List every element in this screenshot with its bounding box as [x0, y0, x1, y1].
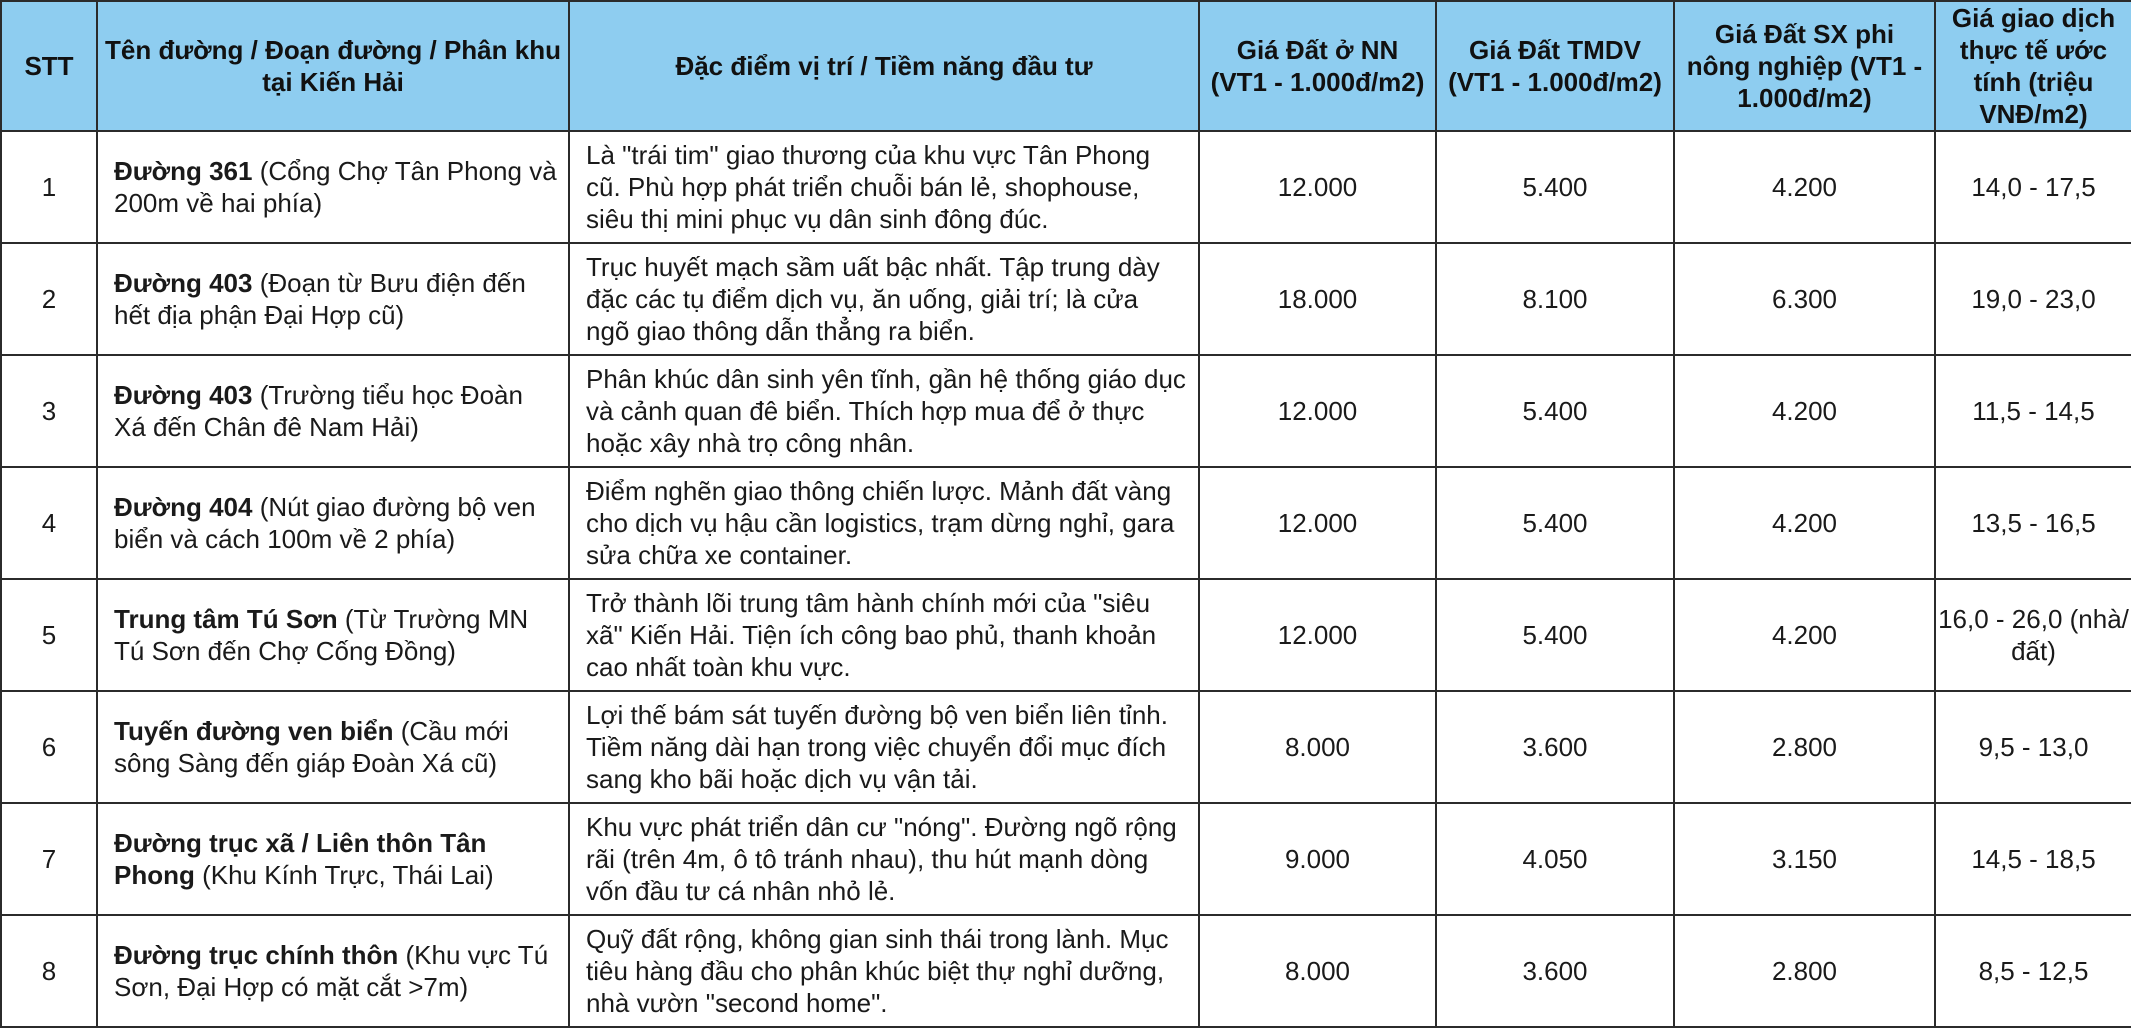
table-row	[1, 691, 2131, 803]
cell-stt: 2	[1, 243, 97, 355]
cell-description: Điểm nghẽn giao thông chiến lược. Mảnh đất vàng cho dịch vụ hậu cần logistics, trạm dừng nghỉ, gara sửa chữa xe container.	[569, 467, 1199, 579]
road-name-bold: Tuyến đường ven biển	[114, 716, 394, 746]
table-header	[1, 1, 2131, 131]
cell-stt: 5	[1, 579, 97, 691]
road-name-detail: (Đoạn từ Bưu điện đến hết địa phận Đại Hợp cũ)	[114, 268, 526, 330]
cell-commercial-price: 3.600	[1436, 915, 1674, 1027]
road-name-detail: (Cầu mới sông Sàng đến giáp Đoàn Xá cũ)	[114, 716, 509, 778]
header-residential-price: Giá Đất ở NN (VT1 - 1.000đ/m2)	[1199, 1, 1436, 131]
cell-stt: 7	[1, 803, 97, 915]
road-name-detail: (Cổng Chợ Tân Phong và 200m về hai phía)	[114, 156, 557, 218]
cell-residential-price: 8.000	[1199, 691, 1436, 803]
cell-road-name	[97, 803, 569, 915]
cell-residential-price: 9.000	[1199, 803, 1436, 915]
cell-commercial-price: 8.100	[1436, 243, 1674, 355]
table-row	[1, 915, 2131, 1027]
road-name-bold: Đường trục xã / Liên thôn Tân Phong	[114, 828, 487, 890]
cell-production-price: 4.200	[1674, 579, 1935, 691]
table-row	[1, 131, 2131, 243]
header-row	[1, 1, 2131, 131]
cell-market-price: 11,5 - 14,5	[1935, 355, 2131, 467]
cell-road-name	[97, 579, 569, 691]
cell-market-price: 9,5 - 13,0	[1935, 691, 2131, 803]
road-name-detail: (Khu Kính Trực, Thái Lai)	[194, 860, 494, 890]
cell-market-price: 16,0 - 26,0 (nhà/đất)	[1935, 579, 2131, 691]
cell-description: Khu vực phát triển dân cư "nóng". Đường ngõ rộng rãi (trên 4m, ô tô tránh nhau), thu hút mạnh dòng vốn đầu tư cá nhân nhỏ lẻ.	[569, 803, 1199, 915]
header-location-potential: Đặc điểm vị trí / Tiềm năng đầu tư	[569, 1, 1199, 131]
cell-description: Lợi thế bám sát tuyến đường bộ ven biển liên tỉnh. Tiềm năng dài hạn trong việc chuyển đổi mục đích sang kho bãi hoặc dịch vụ vận tải.	[569, 691, 1199, 803]
cell-road-name	[97, 131, 569, 243]
cell-description: Trở thành lõi trung tâm hành chính mới của "siêu xã" Kiến Hải. Tiện ích công bao phủ, thanh khoản cao nhất toàn khu vực.	[569, 579, 1199, 691]
cell-road-name	[97, 691, 569, 803]
header-market-price: Giá giao dịch thực tế ước tính (triệu VNĐ/m2)	[1935, 1, 2131, 131]
cell-description: Phân khúc dân sinh yên tĩnh, gần hệ thống giáo dục và cảnh quan đê biển. Thích hợp mua để ở thực hoặc xây nhà trọ công nhân.	[569, 355, 1199, 467]
table-body	[1, 131, 2131, 1027]
cell-stt: 3	[1, 355, 97, 467]
road-name-bold: Đường trục chính thôn	[114, 940, 399, 970]
cell-residential-price: 18.000	[1199, 243, 1436, 355]
cell-description: Quỹ đất rộng, không gian sinh thái trong lành. Mục tiêu hàng đầu cho phân khúc biệt thự nghỉ dưỡng, nhà vườn "second home".	[569, 915, 1199, 1027]
road-name-detail: (Nút giao đường bộ ven biển và cách 100m về 2 phía)	[114, 492, 536, 554]
header-stt: STT	[1, 1, 97, 131]
cell-production-price: 6.300	[1674, 243, 1935, 355]
cell-description: Trục huyết mạch sầm uất bậc nhất. Tập trung dày đặc các tụ điểm dịch vụ, ăn uống, giải trí; là cửa ngõ giao thông dẫn thẳng ra biển.	[569, 243, 1199, 355]
cell-commercial-price: 5.400	[1436, 355, 1674, 467]
cell-commercial-price: 4.050	[1436, 803, 1674, 915]
cell-production-price: 2.800	[1674, 691, 1935, 803]
cell-market-price: 14,5 - 18,5	[1935, 803, 2131, 915]
road-name-bold: Đường 404	[114, 492, 253, 522]
cell-commercial-price: 5.400	[1436, 467, 1674, 579]
header-road-name: Tên đường / Đoạn đường / Phân khu tại Kiến Hải	[97, 1, 569, 131]
cell-residential-price: 12.000	[1199, 467, 1436, 579]
cell-production-price: 4.200	[1674, 467, 1935, 579]
cell-market-price: 8,5 - 12,5	[1935, 915, 2131, 1027]
cell-stt: 1	[1, 131, 97, 243]
cell-market-price: 14,0 - 17,5	[1935, 131, 2131, 243]
cell-stt: 6	[1, 691, 97, 803]
cell-residential-price: 12.000	[1199, 131, 1436, 243]
road-name-detail: (Trường tiểu học Đoàn Xá đến Chân đê Nam Hải)	[114, 380, 523, 442]
cell-production-price: 2.800	[1674, 915, 1935, 1027]
cell-residential-price: 12.000	[1199, 355, 1436, 467]
cell-road-name	[97, 355, 569, 467]
cell-stt: 8	[1, 915, 97, 1027]
table-row	[1, 803, 2131, 915]
cell-residential-price: 8.000	[1199, 915, 1436, 1027]
cell-road-name	[97, 243, 569, 355]
table-row	[1, 243, 2131, 355]
cell-commercial-price: 5.400	[1436, 579, 1674, 691]
cell-production-price: 3.150	[1674, 803, 1935, 915]
cell-stt: 4	[1, 467, 97, 579]
cell-market-price: 19,0 - 23,0	[1935, 243, 2131, 355]
cell-road-name	[97, 467, 569, 579]
cell-commercial-price: 3.600	[1436, 691, 1674, 803]
header-commercial-price: Giá Đất TMDV (VT1 - 1.000đ/m2)	[1436, 1, 1674, 131]
road-name-detail: (Khu vực Tú Sơn, Đại Hợp có mặt cắt >7m)	[114, 940, 549, 1002]
road-name-bold: Đường 403	[114, 268, 253, 298]
table-row	[1, 355, 2131, 467]
road-name-bold: Trung tâm Tú Sơn	[114, 604, 338, 634]
table-row	[1, 579, 2131, 691]
cell-residential-price: 12.000	[1199, 579, 1436, 691]
road-name-detail: (Từ Trường MN Tú Sơn đến Chợ Cống Đồng)	[114, 604, 529, 666]
road-name-bold: Đường 403	[114, 380, 253, 410]
cell-market-price: 13,5 - 16,5	[1935, 467, 2131, 579]
road-name-bold: Đường 361	[114, 156, 253, 186]
cell-commercial-price: 5.400	[1436, 131, 1674, 243]
cell-road-name	[97, 915, 569, 1027]
table-row	[1, 467, 2131, 579]
header-production-price: Giá Đất SX phi nông nghiệp (VT1 - 1.000đ/m2)	[1674, 1, 1935, 131]
cell-production-price: 4.200	[1674, 131, 1935, 243]
cell-description: Là "trái tim" giao thương của khu vực Tân Phong cũ. Phù hợp phát triển chuỗi bán lẻ, shophouse, siêu thị mini phục vụ dân sinh đông đúc.	[569, 131, 1199, 243]
cell-production-price: 4.200	[1674, 355, 1935, 467]
